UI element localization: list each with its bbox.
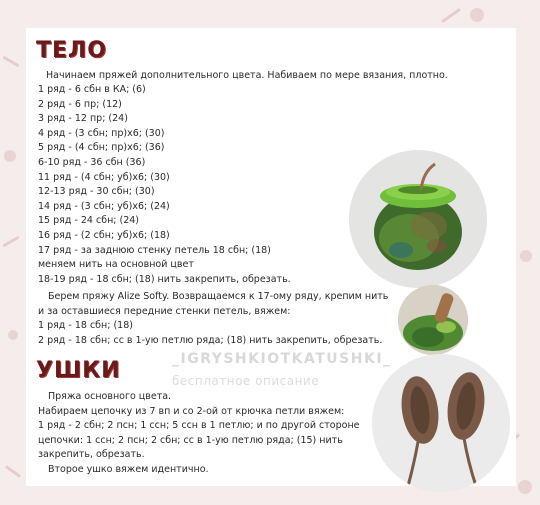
photo-detail-attach: [398, 285, 468, 355]
ears-instructions: [38, 390, 360, 478]
body-second-part: [38, 290, 388, 348]
section-title-body: ТЕЛО: [36, 38, 108, 63]
list-item: 14 ряд - (3 сбн; уб)х6; (24): [38, 200, 170, 212]
list-item: 1 ряд - 18 сбн; (18): [38, 320, 133, 332]
list-item: 2 ряд - 18 сбн; сс в 1-ую петлю ряда; (18) нить закрепить, обрезать.: [38, 334, 383, 346]
paragraph-line: цепочки: 1 ссн; 2 псн; 2 сбн; сс в 1-ую петлю ряда; (15) нить: [38, 434, 343, 446]
list-item: 1 ряд - 6 сбн в КА; (6): [38, 84, 146, 95]
watermark-text: _IGRYSHKIOTKATUSHKI_: [172, 351, 392, 367]
list-item: 16 ряд - (2 сбн; уб)х6; (18): [38, 229, 170, 241]
paragraph-line: Набираем цепочку из 7 вп и со 2-ой от крючка петли вяжем:: [38, 405, 345, 417]
list-item: 2 ряд - 6 пр; (12): [38, 98, 122, 110]
list-item: 17 ряд - за заднюю стенку петель 18 сбн; (18): [38, 244, 271, 256]
paragraph-line: закрепить, обрезать.: [38, 449, 145, 461]
list-item: 12-13 ряд - 30 сбн; (30): [38, 186, 155, 198]
paragraph-line: и за оставшиеся передние стенки петель, вяжем:: [38, 305, 291, 317]
list-item: 5 ряд - (4 сбн; пр)х6; (36): [38, 142, 165, 154]
paragraph-line: Пряжа основного цвета.: [48, 391, 172, 402]
photo-crocheted-ears: [372, 354, 510, 492]
list-item: 18-19 ряд - 18 сбн; (18) нить закрепить, обрезать.: [38, 273, 291, 285]
paragraph-line: Второе ушко вяжем идентично.: [48, 463, 209, 475]
list-item: 11 ряд - (4 сбн; уб)х6; (30): [38, 171, 170, 183]
section-title-ears: УШКИ: [36, 358, 121, 383]
body-rows-list: [38, 83, 291, 287]
photo-crocheted-body: [349, 150, 487, 288]
list-item: 15 ряд - 24 сбн; (24): [38, 215, 140, 227]
list-item: 4 ряд - (3 сбн; пр)х6; (30): [38, 127, 165, 139]
list-item: меняем нить на основной цвет: [38, 259, 194, 271]
list-item: 1 ряд - 2 сбн; 2 псн; 1 ссн; 5 ссн в 1 петлю; и по другой стороне: [38, 420, 360, 432]
paragraph-line: Берем пряжу Alize Softy. Возвращаемся к 17-ому ряду, крепим нить: [48, 291, 389, 302]
list-item: 3 ряд - 12 пр; (24): [38, 113, 128, 125]
list-item: 6-10 ряд - 36 сбн (36): [38, 156, 146, 168]
body-intro: Начинаем пряжей дополнительного цвета. Набиваем по мере вязания, плотно.: [46, 70, 448, 81]
watermark-subtext: бесплатное описание: [172, 374, 320, 388]
